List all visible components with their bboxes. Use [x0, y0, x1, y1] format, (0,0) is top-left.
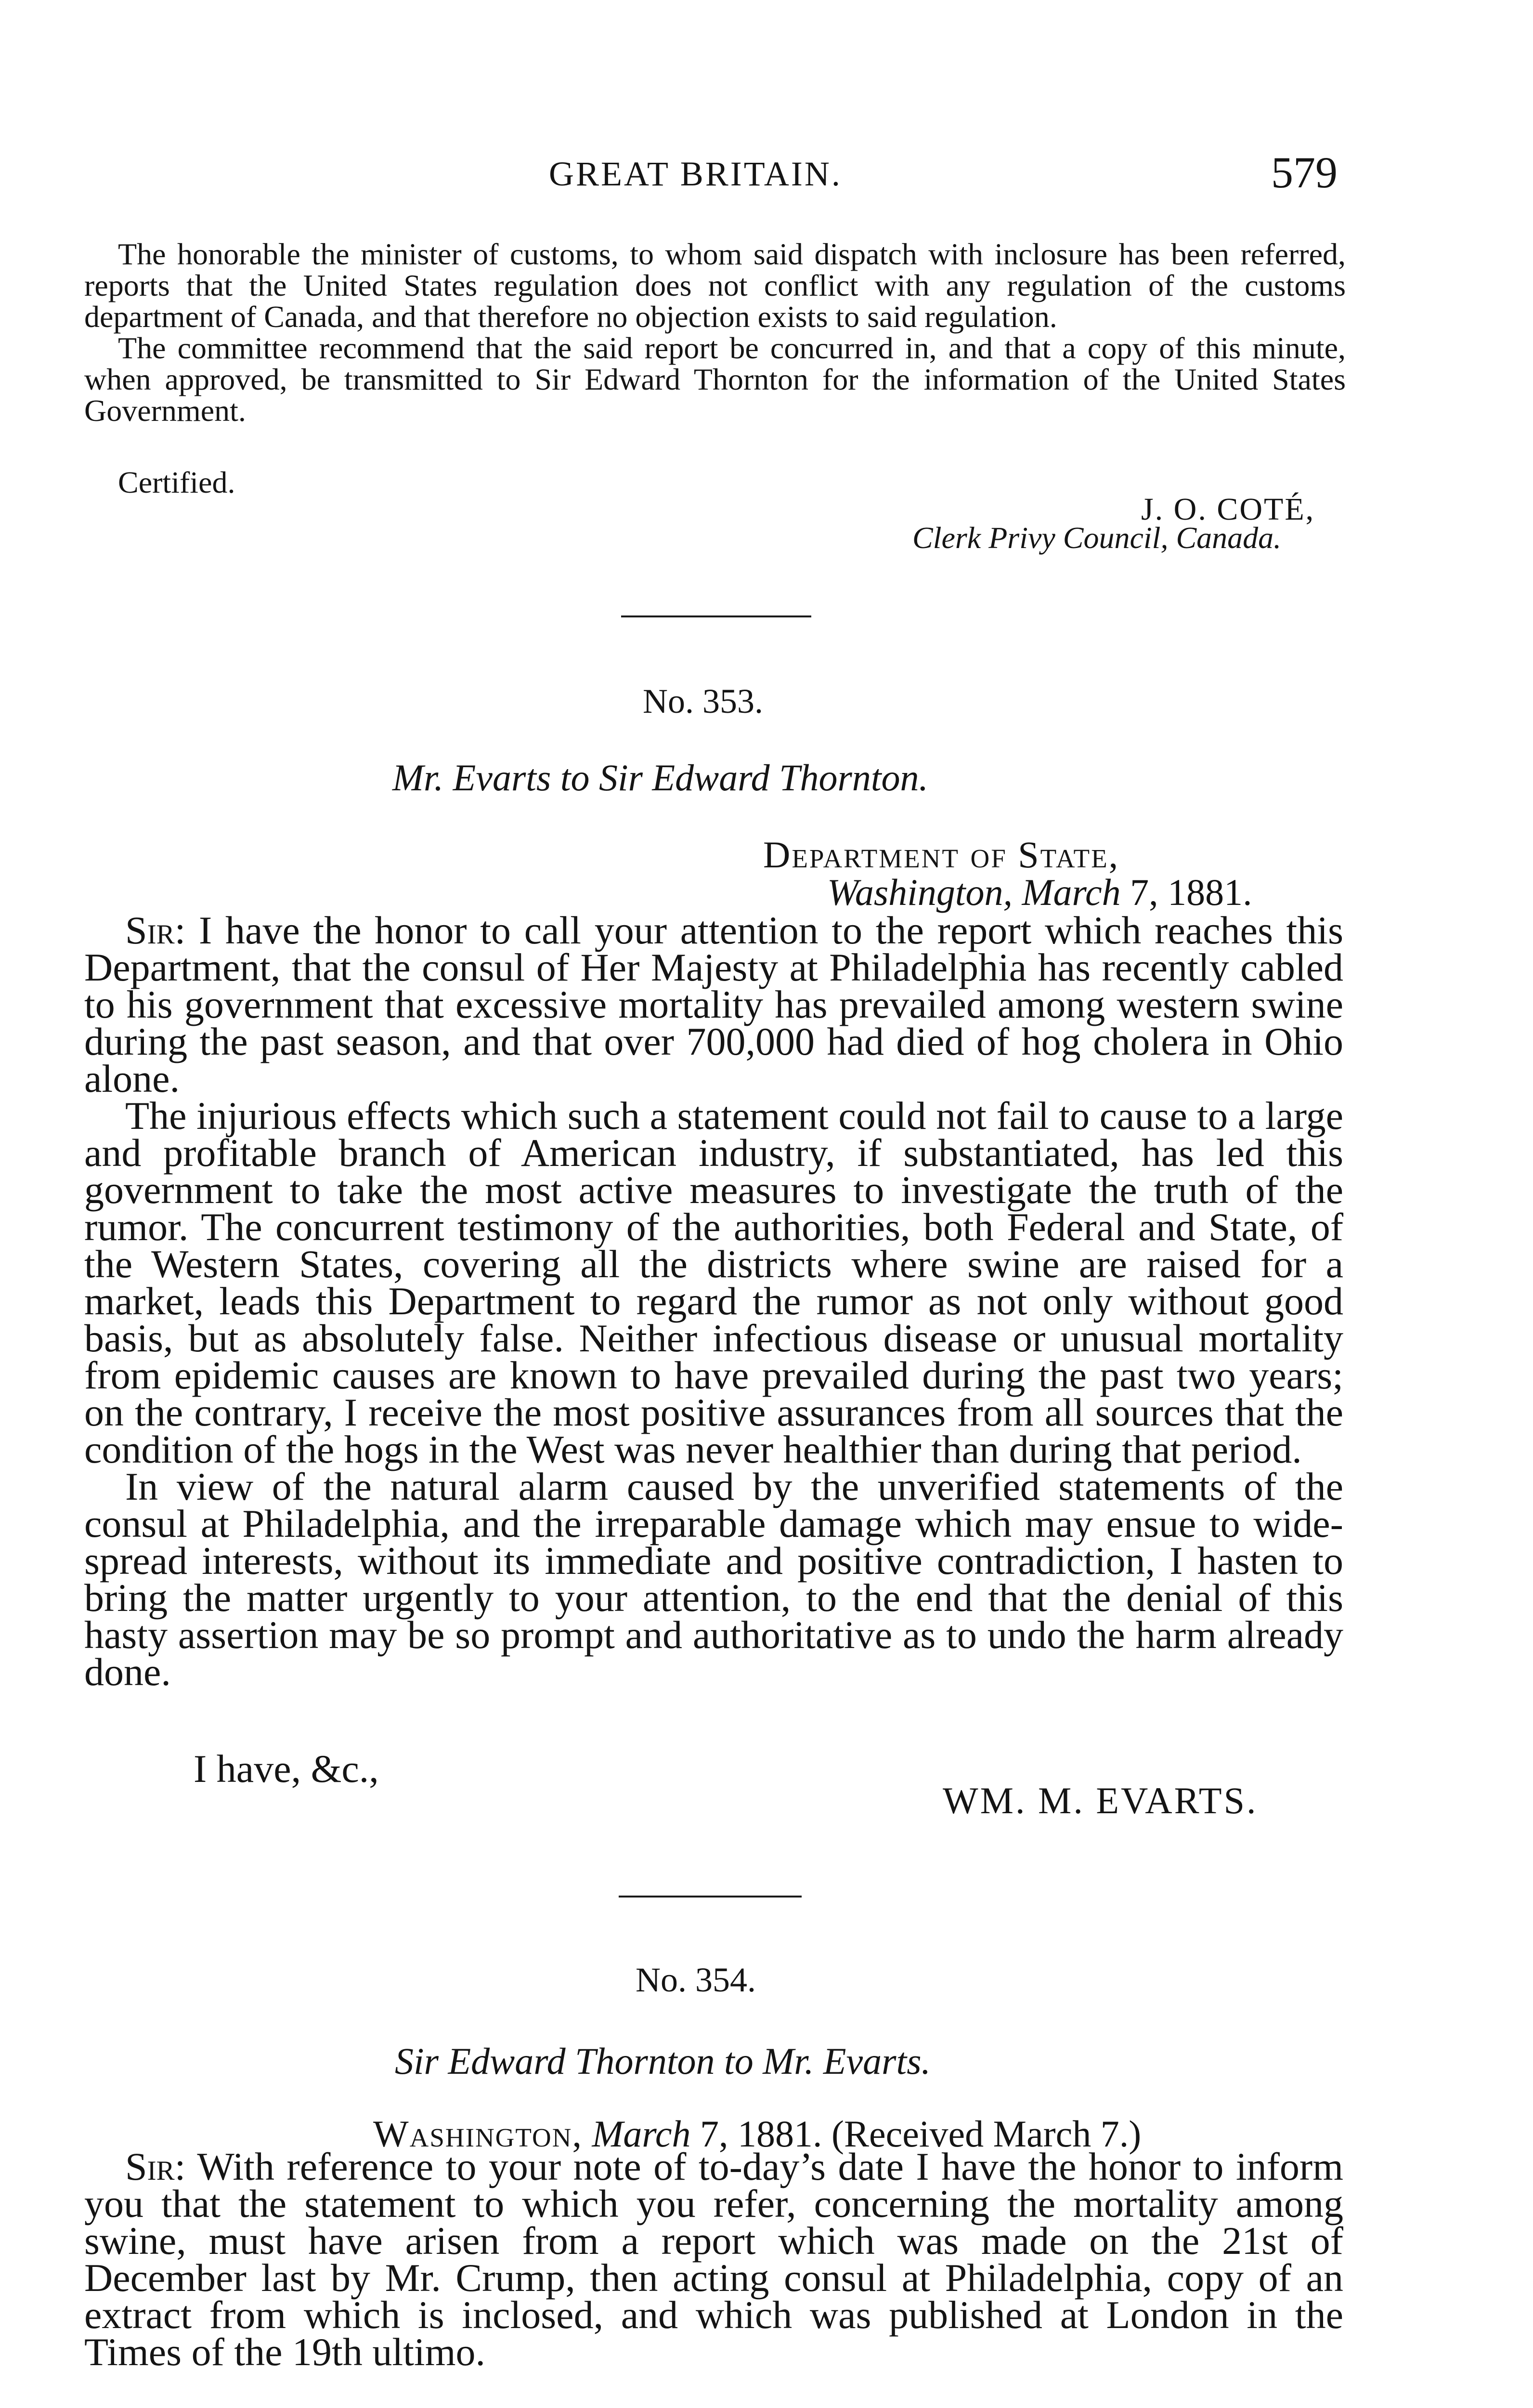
enclosure-paragraph: The honorable the minister of customs, to whom said dispatch with inclosure has been referred, reports that the United States regulation does not conflict with any regulation of the customs department of Canada, and that therefore no objection exists to said regulation.: [84, 237, 1346, 334]
paragraph-text: : With reference to your note of to-day’s date I have the honor to inform you that the statement to which you refer, concerning the mortality among swine, must have arisen from a report which was made on the 21st of December last by Mr. Crump, then acting consul at Philadelphia, copy of an extract from which is inclosed, and which was published at London in the Times of the 19th ultimo.: [84, 2145, 1343, 2374]
letter-body: [84, 908, 1343, 1694]
letter-paragraph: In view of the natural alarm caused by the unverified statements of the consul at Philadelphia, and the irreparable damage which may ensue to wide-spread interests, without its immediate and positive contradiction, I hasten to bring the matter urgently to your attention, to the end that the denial of this hasty assertion may be so prompt and authoritative as to undo the harm already done.: [84, 1465, 1343, 1694]
page-number: 579: [1271, 148, 1338, 197]
document-heading: Sir Edward Thornton to Mr. Evarts.: [395, 2040, 931, 2082]
signer: WM. M. EVARTS.: [943, 1780, 1258, 1821]
document-number: No. 354.: [636, 1961, 756, 1999]
signer-title: Clerk Privy Council, Canada.: [912, 521, 1282, 555]
salutation: Sir: [125, 908, 175, 952]
closing: I have, &c.,: [194, 1747, 379, 1791]
dateline-date: 7, 1881.: [1120, 871, 1252, 913]
document-heading: Mr. Evarts to Sir Edward Thornton.: [392, 757, 929, 798]
signer-name: J. O. COTÉ,: [1141, 492, 1315, 527]
salutation: Sir: [125, 2145, 175, 2188]
enclosure-paragraph: The committee recommend that the said report be concurred in, and that a copy of this minute, when approved, be transmitted to Sir Edward Thornton for the information of the United States Government.: [84, 331, 1346, 428]
running-title: GREAT BRITAIN.: [549, 155, 842, 193]
paragraph-text: : I have the honor to call your attention to the report which reaches this Department, that the consul of Her Majesty at Philadelphia has recently cabled to his government that excessive mortality has prevailed among western swine during the past season, and that over 700,000 had died of hog cholera in Ohio alone.: [84, 908, 1343, 1100]
dateline-place: [827, 871, 1252, 914]
letter-body: [84, 2145, 1343, 2374]
section-divider: [619, 1896, 802, 1898]
dateline-place: Washington,: [373, 2113, 583, 2155]
letter-paragraph: [84, 908, 1343, 1100]
certified-note: Certified.: [118, 465, 235, 499]
prior-enclosure-text: [84, 238, 1346, 426]
section-divider: [621, 615, 811, 617]
dateline-department: Department of State,: [763, 834, 1120, 876]
letter-paragraph: The injurious effects which such a statement could not fail to cause to a large and profitable branch of American industry, if substantiated, has led this government to take the most active measures to investigate the truth of the rumor. The concurrent testimony of the authorities, both Federal and State, of the Western States, covering all the districts where swine are raised for a market, leads this Department to regard the rumor as not only without good basis, but as absolutely false. Neither infectious disease or unusual mortality from epidemic causes are known to have prevailed during the past two years; on the contrary, I receive the most positive assurances from all sources that the condition of the hogs in the West was never healthier than during that period.: [84, 1094, 1343, 1471]
letter-paragraph: [84, 2145, 1343, 2374]
document-number: No. 353.: [643, 682, 763, 720]
dateline-place-italic: Washington, March: [827, 871, 1121, 913]
dateline-month: March: [582, 2113, 691, 2155]
dateline-rest: 7, 1881. (Received March 7.): [690, 2113, 1142, 2155]
